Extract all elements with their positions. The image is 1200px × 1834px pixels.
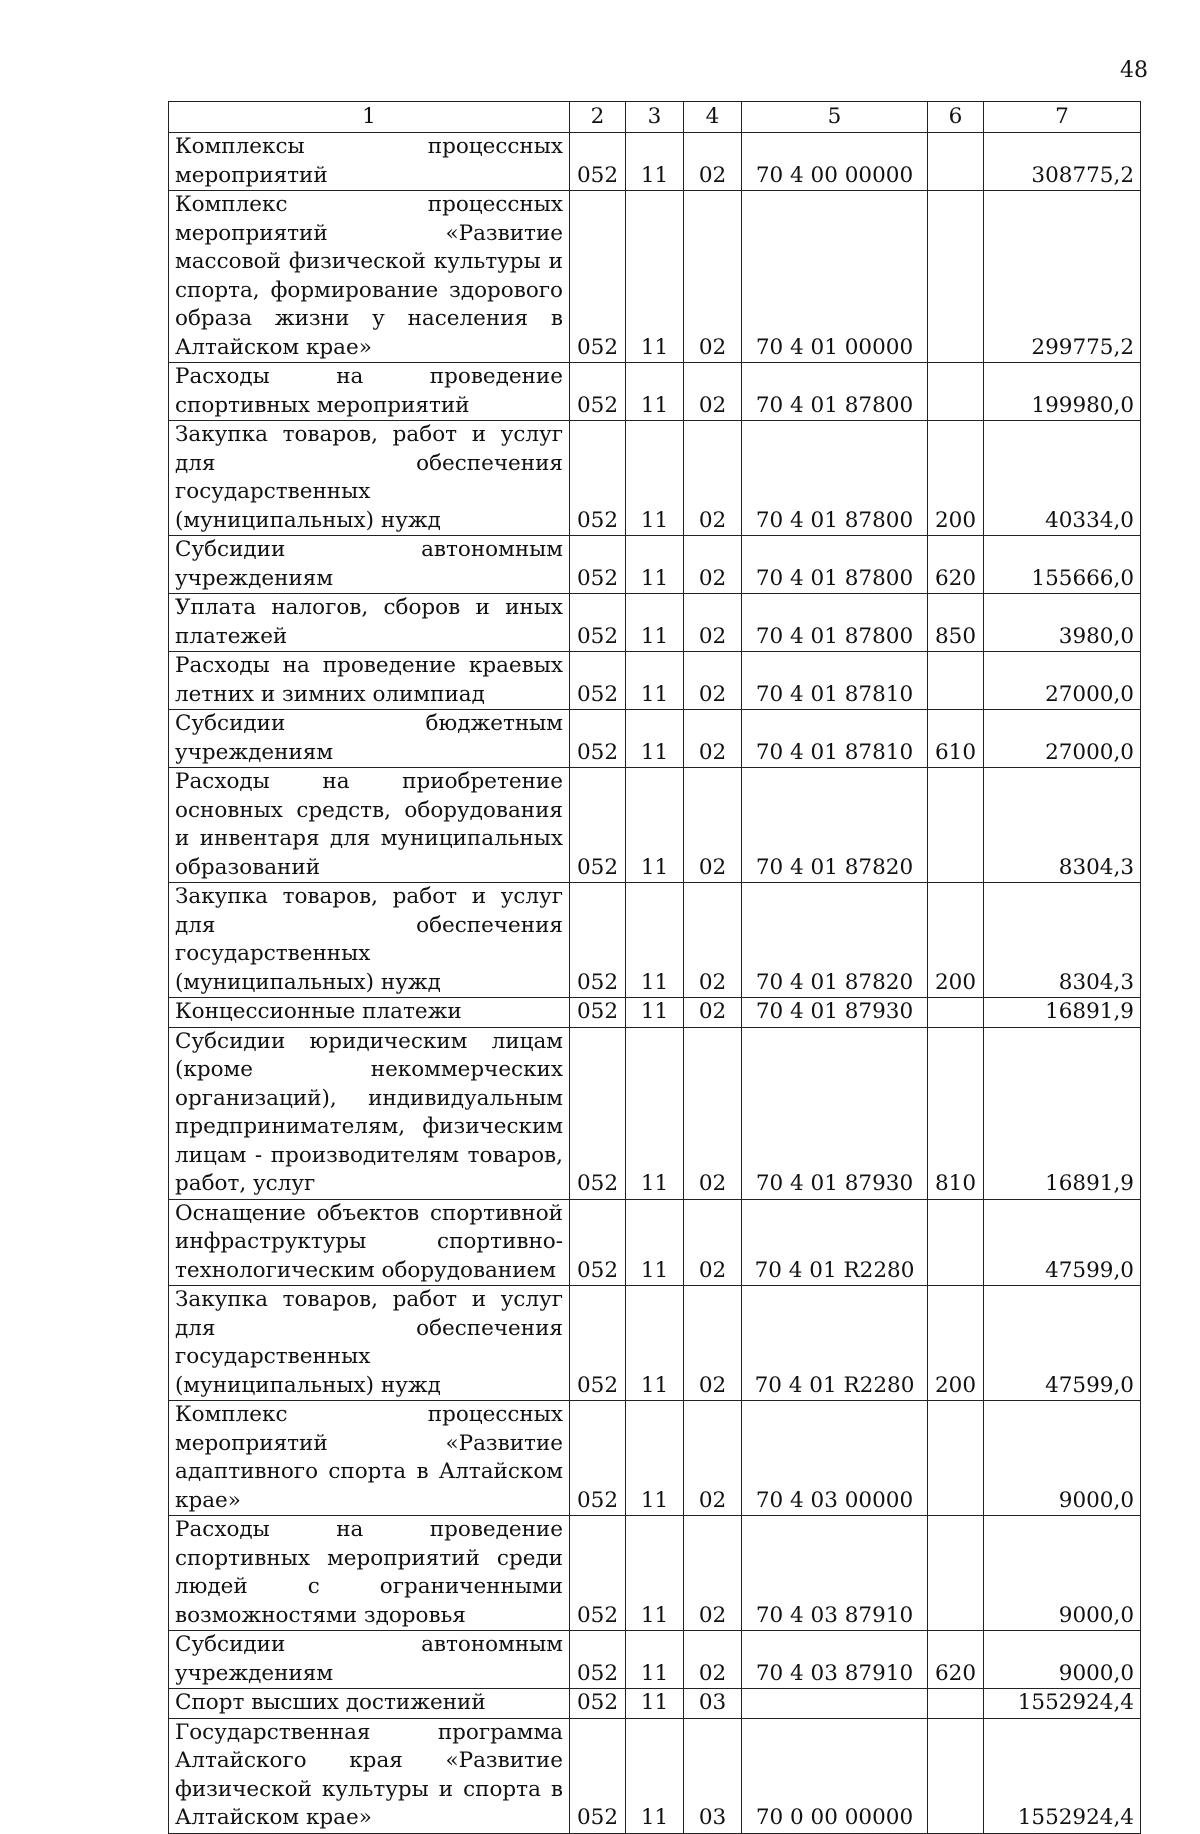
row-name: Комплекс процессных мероприятий «Развитие массовой физической культуры и спорта, формирование здорового образа жизни у населения в Алтайском крае» (169, 191, 570, 363)
row-code-4: 02 (684, 1199, 742, 1286)
row-name: Субсидии автономным учреждениям (169, 536, 570, 594)
row-name: Субсидии юридическим лицам (кроме некоммерческих организаций), индивидуальным предпринимателям, физическим лицам - производителям товаров, работ, услуг (169, 1027, 570, 1199)
row-code-4: 02 (684, 1401, 742, 1516)
row-code-5: 70 4 01 R2280 (742, 1286, 928, 1401)
row-name: Концессионные платежи (169, 998, 570, 1028)
row-code-3: 11 (626, 133, 684, 191)
row-code-4: 02 (684, 883, 742, 998)
row-code-3: 11 (626, 1286, 684, 1401)
row-code-6 (928, 191, 984, 363)
row-name: Закупка товаров, работ и услуг для обеспечения государственных (муниципальных) нужд (169, 883, 570, 998)
row-code-6 (928, 652, 984, 710)
row-code-4: 02 (684, 998, 742, 1028)
row-name: Уплата налогов, сборов и иных платежей (169, 594, 570, 652)
row-code-2: 052 (570, 1516, 626, 1631)
row-name: Комплексы процессных мероприятий (169, 133, 570, 191)
row-code-2: 052 (570, 421, 626, 536)
row-code-5: 70 4 01 87800 (742, 421, 928, 536)
row-code-2: 052 (570, 1401, 626, 1516)
table-row (169, 1718, 1141, 1833)
table-row (169, 1286, 1141, 1401)
row-code-3: 11 (626, 1199, 684, 1286)
table-row (169, 133, 1141, 191)
column-header: 6 (928, 102, 984, 133)
row-code-6: 610 (928, 710, 984, 768)
row-code-3: 11 (626, 1027, 684, 1199)
row-name: Государственная программа Алтайского края «Развитие физической культуры и спорта в Алтайском крае» (169, 1718, 570, 1833)
row-code-3: 11 (626, 363, 684, 421)
row-code-6 (928, 998, 984, 1028)
row-amount: 40334,0 (984, 421, 1141, 536)
row-name: Спорт высших достижений (169, 1689, 570, 1719)
table-row (169, 363, 1141, 421)
row-name: Расходы на проведение краевых летних и зимних олимпиад (169, 652, 570, 710)
table-row (169, 1199, 1141, 1286)
row-amount: 155666,0 (984, 536, 1141, 594)
header-row (169, 102, 1141, 133)
row-code-4: 02 (684, 594, 742, 652)
row-code-4: 02 (684, 191, 742, 363)
row-code-6 (928, 1689, 984, 1719)
row-code-6: 850 (928, 594, 984, 652)
row-code-3: 11 (626, 191, 684, 363)
row-code-3: 11 (626, 1516, 684, 1631)
row-amount: 3980,0 (984, 594, 1141, 652)
row-code-5: 70 4 01 87800 (742, 363, 928, 421)
table-row (169, 883, 1141, 998)
table-row (169, 421, 1141, 536)
row-code-5: 70 4 01 87930 (742, 998, 928, 1028)
row-code-6: 200 (928, 421, 984, 536)
row-amount: 1552924,4 (984, 1689, 1141, 1719)
row-amount: 199980,0 (984, 363, 1141, 421)
row-code-3: 11 (626, 1631, 684, 1689)
row-code-2: 052 (570, 1199, 626, 1286)
row-code-6 (928, 1199, 984, 1286)
row-amount: 299775,2 (984, 191, 1141, 363)
row-name: Расходы на проведение спортивных мероприятий (169, 363, 570, 421)
row-code-5: 70 4 00 00000 (742, 133, 928, 191)
row-code-2: 052 (570, 652, 626, 710)
row-code-6 (928, 133, 984, 191)
row-code-5: 70 4 01 87800 (742, 594, 928, 652)
column-header: 7 (984, 102, 1141, 133)
row-code-3: 11 (626, 421, 684, 536)
row-code-2: 052 (570, 710, 626, 768)
row-code-4: 03 (684, 1689, 742, 1719)
row-amount: 27000,0 (984, 710, 1141, 768)
row-code-4: 02 (684, 1631, 742, 1689)
row-code-2: 052 (570, 768, 626, 883)
row-code-4: 02 (684, 536, 742, 594)
row-amount: 9000,0 (984, 1401, 1141, 1516)
row-code-5: 70 4 03 87910 (742, 1631, 928, 1689)
row-code-5: 70 4 01 87930 (742, 1027, 928, 1199)
table-row (169, 191, 1141, 363)
row-code-3: 11 (626, 710, 684, 768)
row-code-5: 70 4 01 87810 (742, 710, 928, 768)
table-row (169, 998, 1141, 1028)
table-row (169, 652, 1141, 710)
row-name: Комплекс процессных мероприятий «Развитие адаптивного спорта в Алтайском крае» (169, 1401, 570, 1516)
row-code-4: 03 (684, 1718, 742, 1833)
table-row (169, 1631, 1141, 1689)
row-amount: 9000,0 (984, 1516, 1141, 1631)
row-code-3: 11 (626, 1689, 684, 1719)
budget-table (168, 101, 1141, 1834)
row-code-4: 02 (684, 652, 742, 710)
table-row (169, 1401, 1141, 1516)
column-header: 5 (742, 102, 928, 133)
row-code-6: 200 (928, 1286, 984, 1401)
table-body (169, 133, 1141, 1834)
table-row (169, 768, 1141, 883)
row-code-6: 810 (928, 1027, 984, 1199)
row-code-3: 11 (626, 883, 684, 998)
row-code-3: 11 (626, 1718, 684, 1833)
row-amount: 1552924,4 (984, 1718, 1141, 1833)
row-code-5: 70 4 03 87910 (742, 1516, 928, 1631)
row-code-5: 70 0 00 00000 (742, 1718, 928, 1833)
row-code-2: 052 (570, 536, 626, 594)
row-code-4: 02 (684, 710, 742, 768)
row-code-3: 11 (626, 768, 684, 883)
row-code-2: 052 (570, 594, 626, 652)
row-code-2: 052 (570, 1027, 626, 1199)
row-name: Субсидии автономным учреждениям (169, 1631, 570, 1689)
column-header: 3 (626, 102, 684, 133)
row-code-2: 052 (570, 1689, 626, 1719)
row-code-5: 70 4 01 00000 (742, 191, 928, 363)
row-name: Расходы на проведение спортивных мероприятий среди людей с ограниченными возможностями здоровья (169, 1516, 570, 1631)
row-amount: 47599,0 (984, 1286, 1141, 1401)
row-code-2: 052 (570, 998, 626, 1028)
row-code-6: 200 (928, 883, 984, 998)
row-code-6: 620 (928, 1631, 984, 1689)
row-code-3: 11 (626, 652, 684, 710)
row-name: Закупка товаров, работ и услуг для обеспечения государственных (муниципальных) нужд (169, 1286, 570, 1401)
row-amount: 8304,3 (984, 768, 1141, 883)
row-code-6 (928, 768, 984, 883)
row-code-3: 11 (626, 1401, 684, 1516)
row-code-4: 02 (684, 363, 742, 421)
row-code-5: 70 4 01 87810 (742, 652, 928, 710)
row-code-4: 02 (684, 1516, 742, 1631)
row-amount: 16891,9 (984, 1027, 1141, 1199)
row-code-4: 02 (684, 768, 742, 883)
row-code-3: 11 (626, 594, 684, 652)
column-header: 2 (570, 102, 626, 133)
row-code-6 (928, 1401, 984, 1516)
row-code-2: 052 (570, 363, 626, 421)
row-amount: 27000,0 (984, 652, 1141, 710)
row-code-2: 052 (570, 1718, 626, 1833)
row-amount: 308775,2 (984, 133, 1141, 191)
row-amount: 16891,9 (984, 998, 1141, 1028)
table-row (169, 710, 1141, 768)
row-amount: 9000,0 (984, 1631, 1141, 1689)
table-row (169, 1027, 1141, 1199)
row-code-5: 70 4 01 R2280 (742, 1199, 928, 1286)
row-code-5 (742, 1689, 928, 1719)
row-name: Расходы на приобретение основных средств, оборудования и инвентаря для муниципальных образований (169, 768, 570, 883)
row-code-2: 052 (570, 1286, 626, 1401)
table-row (169, 594, 1141, 652)
row-code-2: 052 (570, 883, 626, 998)
table-row (169, 1516, 1141, 1631)
row-amount: 47599,0 (984, 1199, 1141, 1286)
row-code-6 (928, 1516, 984, 1631)
row-amount: 8304,3 (984, 883, 1141, 998)
row-code-5: 70 4 01 87820 (742, 768, 928, 883)
row-code-4: 02 (684, 421, 742, 536)
page-number: 48 (1120, 58, 1148, 83)
column-header: 1 (169, 102, 570, 133)
row-code-3: 11 (626, 536, 684, 594)
row-code-5: 70 4 03 00000 (742, 1401, 928, 1516)
row-name: Закупка товаров, работ и услуг для обеспечения государственных (муниципальных) нужд (169, 421, 570, 536)
row-code-5: 70 4 01 87800 (742, 536, 928, 594)
row-code-2: 052 (570, 133, 626, 191)
row-code-5: 70 4 01 87820 (742, 883, 928, 998)
row-code-4: 02 (684, 1027, 742, 1199)
row-code-2: 052 (570, 1631, 626, 1689)
row-code-3: 11 (626, 998, 684, 1028)
row-code-6 (928, 1718, 984, 1833)
row-code-2: 052 (570, 191, 626, 363)
row-code-4: 02 (684, 133, 742, 191)
table-row (169, 1689, 1141, 1719)
row-code-4: 02 (684, 1286, 742, 1401)
row-code-6: 620 (928, 536, 984, 594)
column-header: 4 (684, 102, 742, 133)
row-name: Оснащение объектов спортивной инфраструктуры спортивно-технологическим оборудованием (169, 1199, 570, 1286)
row-code-6 (928, 363, 984, 421)
row-name: Субсидии бюджетным учреждениям (169, 710, 570, 768)
table-row (169, 536, 1141, 594)
